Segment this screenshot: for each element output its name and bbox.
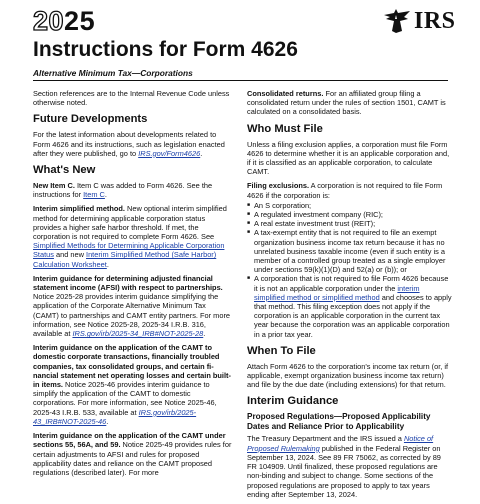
left-column [33, 89, 233, 482]
notice-2025-28-link[interactable]: IRS.gov/irb/2025-34_IRB#NOT-2025-28 [72, 329, 204, 339]
list-item: ■ A regulated investment company (RIC); [247, 210, 452, 219]
consolidated-returns-paragraph: Consolidated returns. For an affiliated group filing a consolidated return under the rules of section 1501, CAMT is calculated on a consolidated basis. [247, 89, 446, 117]
proposed-rulemaking-link[interactable]: Notice of Proposed Rulemaking [247, 434, 434, 453]
list-item: ■ An S corporation; [247, 201, 452, 210]
page-subtitle: Alternative Minimum Tax—Corporations [33, 67, 448, 81]
new-item-c-paragraph: New Item C. Item C was added to Form 4626. See the instructions for Item C. [33, 181, 213, 200]
proposed-regulations-heading: Proposed Regulations—Proposed Applicability Dates and Reliance Prior to Applicability [247, 412, 431, 432]
intro-text: Section references are to the Internal Revenue Code unless otherwise noted. [33, 89, 230, 108]
eagle-icon [382, 7, 412, 35]
year-suffix: 25 [64, 6, 96, 36]
list-item: ■ A real estate investment trust (REIT); [247, 219, 452, 228]
afsi-partnerships-paragraph: Interim guidance for determining adjusted financial statement income (AFSI) with respect to partnerships. Notice 2025-28 provides interim guidance simplifying the application of the Corporate Alternative Minimum Tax (CAMT) to partnerships and CAMT entity partners. For more information, see Notice 2025-28, 2025-34 I.R.B. 316, available at IRS.gov/irb/2025-34_IRB#NOT-2025-28. [33, 273, 231, 339]
whats-new-heading: What's New [33, 164, 96, 177]
right-column [247, 89, 452, 504]
page-title: Instructions for Form 4626 [33, 38, 298, 61]
simplified-methods-link[interactable]: Simplified Methods for Determining Applicable Corporation Status [33, 241, 225, 260]
irs-logo [382, 6, 462, 36]
form-year [33, 5, 95, 37]
form4626-link[interactable]: IRS.gov/Form4626 [138, 148, 201, 158]
proposed-regulations-text: The Treasury Department and the IRS issued a Notice of Proposed Rulemaking published in the Federal Register on September 13, 2024. See 89 FR 75062, as corrected by 89 FR 104909. Until finalized, these proposed regulations are non-binding and subject to change. Some sections of the proposed regulations are proposed to apply to tax years ending after September 13, 2024. [247, 434, 441, 499]
list-item: ■ A tax-exempt entity that is not required to file an exempt organization business income tax return because it has no unrelated business taxable income (even if such entity is a member of a controlled group treated as a single employer under sections 59(k)(1)(D) and 52(a) or (b)); or [247, 228, 452, 274]
interim-simplified-paragraph: Interim simplified method. New optional interim simplified method for determining applicable corporation status provides a higher safe harbor threshold. If met, the corporation is not required to complete Form 4626. See Simplified Methods for Determining Applicable Corporation Status and new Interim Simplified Method (Safe Harbor) Calculation Worksheet. [33, 204, 227, 269]
simplified-method-link[interactable]: interim simplified method or simplified method [254, 283, 420, 302]
who-must-file-heading: Who Must File [247, 122, 323, 135]
safe-harbor-worksheet-link[interactable]: Interim Simplified Method (Safe Harbor) Calculation Worksheet [33, 250, 217, 269]
notice-2025-46-link[interactable]: IRS.gov/irb/2025-43_IRB#NOT-2025-46 [33, 407, 197, 426]
filing-exclusions-paragraph: Filing exclusions. A corporation is not required to file Form 4626 if the corporation is: [247, 181, 443, 200]
filing-exclusions-list [247, 201, 452, 339]
domestic-transactions-paragraph: Interim guidance on the application of the CAMT to domestic corporate transactions, financially troubled companies, tax consolidated groups, and certain financial statement net operating losses and certain built-in items. Notice 2025-46 provides interim guidance to simplify the application of the CAMT to domestic corporations. For more information, see Notice 2025-46, 2025-43 I.R.B. 533, available at IRS.gov/irb/2025-43_IRB#NOT-2025-46. [33, 343, 231, 426]
year-prefix: 20 [33, 6, 65, 36]
item-c-link[interactable]: Item C [83, 190, 105, 200]
future-developments-text: For the latest information about developments related to Form 4626 and its instructions, such as legislation enacted after they were published, go to IRS.gov/Form4626. [33, 130, 225, 158]
future-developments-heading: Future Developments [33, 113, 148, 126]
logo-text: IRS [414, 7, 456, 34]
when-to-file-text: Attach Form 4626 to the corporation's income tax return (or, if applicable, exempt organization business income tax return) and file by the due date (including extensions) for that return. [247, 361, 449, 390]
interim-guidance-heading: Interim Guidance [247, 395, 339, 408]
list-item: ■ A corporation that is not required to file Form 4626 because it is not an applicable corporation under the interim simplified method or simplified method and chooses to apply that method. This filing exception does not apply if the corporation is an applicable corporation in the current tax year because the corporation was an applicable corporation in a prior tax year. [247, 274, 452, 338]
who-must-file-text: Unless a filing exclusion applies, a corporation must file Form 4626 to determine whether it is an applicable corporation and, if it is classified as an applicable corporation, to calculate CAMT. [247, 139, 450, 177]
sections-55-56a-59-paragraph: Interim guidance on the application of the CAMT under sections 55, 56A, and 59. Notice 2025-49 provides rules for certain adjustments to AFSI and rules for proposed applicability dates and reliance on the CAMT proposed regulations (described later). For more [33, 431, 232, 477]
when-to-file-heading: When To File [247, 344, 316, 357]
